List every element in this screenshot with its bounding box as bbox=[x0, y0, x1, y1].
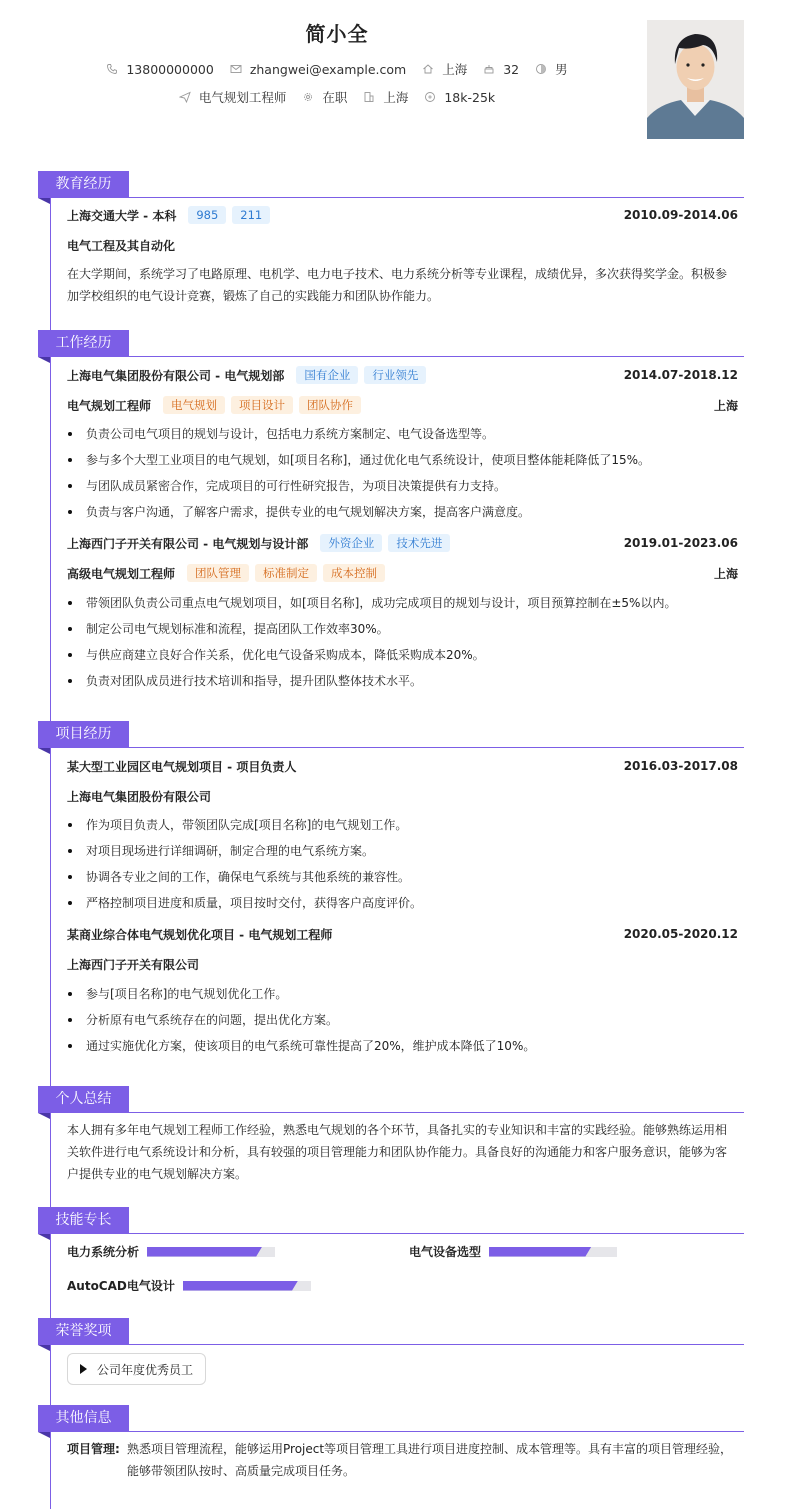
company-tag: 国有企业 bbox=[296, 366, 358, 384]
project-company: 上海电气集团股份有限公司 bbox=[67, 789, 212, 804]
role-name: 电气规划工程师 bbox=[67, 398, 152, 413]
city-text: 上海 bbox=[383, 90, 409, 105]
project-name: 某大型工业园区电气规划项目 - 项目负责人 bbox=[67, 759, 297, 774]
skill-level-bar bbox=[183, 1281, 311, 1291]
section-divider bbox=[38, 1344, 744, 1345]
school-tag: 985 bbox=[188, 206, 226, 224]
cake-icon bbox=[483, 63, 495, 75]
work-section-header bbox=[38, 330, 744, 357]
project-row bbox=[67, 757, 738, 775]
list-item: 对项目现场进行详细调研，制定合理的电气系统方案。 bbox=[67, 838, 738, 864]
project-period: 2016.03-2017.08 bbox=[623, 759, 738, 773]
work-role-row bbox=[67, 396, 738, 414]
ribbon-fold bbox=[38, 357, 50, 363]
profile-photo bbox=[647, 20, 744, 139]
contact-row bbox=[0, 60, 674, 78]
building-icon bbox=[363, 91, 375, 103]
ribbon-fold bbox=[38, 748, 50, 754]
phone-icon bbox=[106, 63, 118, 75]
project-bullets bbox=[67, 812, 738, 916]
mail-icon bbox=[230, 63, 242, 75]
ribbon-fold bbox=[38, 1234, 50, 1240]
award-name: 公司年度优秀员工 bbox=[97, 1362, 194, 1377]
education-title: 教育经历 bbox=[38, 171, 129, 198]
list-item: 与团队成员紧密合作，完成项目的可行性研究报告，为项目决策提供有力支持。 bbox=[67, 473, 738, 499]
role-tag: 成本控制 bbox=[323, 564, 385, 582]
job-row bbox=[0, 88, 674, 106]
section-divider bbox=[38, 1431, 744, 1432]
caret-right-icon bbox=[80, 1364, 87, 1374]
project-bullets bbox=[67, 981, 738, 1059]
ribbon-fold bbox=[38, 1432, 50, 1438]
school-name: 上海交通大学 - 本科 bbox=[67, 208, 177, 223]
job-title-text: 电气规划工程师 bbox=[198, 90, 287, 105]
section-divider bbox=[38, 356, 744, 357]
list-item: 作为项目负责人，带领团队完成[项目名称]的电气规划工作。 bbox=[67, 812, 738, 838]
company-name: 上海西门子开关有限公司 - 电气规划与设计部 bbox=[67, 536, 309, 551]
company-name: 上海电气集团股份有限公司 - 电气规划部 bbox=[67, 368, 285, 383]
section-divider bbox=[38, 197, 744, 198]
ribbon-fold bbox=[38, 198, 50, 204]
job-title-info bbox=[179, 88, 287, 106]
work-location: 上海 bbox=[713, 398, 738, 413]
project-period: 2020.05-2020.12 bbox=[623, 927, 738, 941]
list-item: 与供应商建立良好合作关系，优化电气设备采购成本，降低采购成本20%。 bbox=[67, 642, 738, 668]
skills-title: 技能专长 bbox=[38, 1207, 129, 1234]
gear-icon bbox=[302, 91, 314, 103]
section-divider bbox=[38, 1112, 744, 1113]
candidate-name: 简小全 bbox=[305, 22, 369, 46]
education-major: 电气工程及其自动化 bbox=[67, 238, 176, 253]
salary-info bbox=[424, 90, 495, 105]
location-info bbox=[422, 60, 467, 78]
work-role-row bbox=[67, 564, 738, 582]
other-section-header bbox=[38, 1405, 744, 1432]
award-item[interactable] bbox=[67, 1353, 206, 1385]
role-tag: 团队管理 bbox=[187, 564, 249, 582]
age-text: 32 bbox=[503, 61, 520, 77]
user-icon bbox=[535, 63, 547, 75]
ribbon-fold bbox=[38, 1345, 50, 1351]
project-company: 上海西门子开关有限公司 bbox=[67, 957, 200, 972]
email-text: zhangwei@example.com bbox=[249, 61, 407, 77]
company-tag: 行业领先 bbox=[364, 366, 426, 384]
education-row bbox=[67, 206, 738, 224]
awards-title: 荣誉奖项 bbox=[38, 1318, 129, 1345]
list-item: 协调各专业之间的工作，确保电气系统与其他系统的兼容性。 bbox=[67, 864, 738, 890]
email-info bbox=[230, 62, 406, 77]
salary-text: 18k-25k bbox=[444, 89, 496, 105]
ribbon-fold bbox=[38, 1113, 50, 1119]
skill-item bbox=[67, 1277, 311, 1294]
gender-info bbox=[535, 60, 568, 78]
project-row bbox=[67, 925, 738, 943]
list-item: 负责公司电气项目的规划与设计，包括电力系统方案制定、电气设备选型等。 bbox=[67, 421, 738, 447]
list-item: 参与[项目名称]的电气规划优化工作。 bbox=[67, 981, 738, 1007]
skill-level-bar bbox=[147, 1247, 275, 1257]
gender-text: 男 bbox=[555, 62, 568, 77]
list-item: 负责与客户沟通，了解客户需求，提供专业的电气规划解决方案，提高客户满意度。 bbox=[67, 499, 738, 525]
role-tag: 电气规划 bbox=[163, 396, 225, 414]
list-item: 分析原有电气系统存在的问题，提出优化方案。 bbox=[67, 1007, 738, 1033]
work-bullets bbox=[67, 590, 738, 694]
company-tag: 技术先进 bbox=[388, 534, 450, 552]
send-icon bbox=[179, 91, 191, 103]
skills-section-header bbox=[38, 1207, 744, 1234]
role-tag: 标准制定 bbox=[255, 564, 317, 582]
awards-section-header bbox=[38, 1318, 744, 1345]
work-company-row bbox=[67, 366, 738, 384]
skill-name: 电力系统分析 bbox=[67, 1245, 140, 1259]
work-location: 上海 bbox=[713, 566, 738, 581]
list-item: 参与多个大型工业项目的电气规划，如[项目名称]，通过优化电气系统设计，使项目整体能耗降低了15%。 bbox=[67, 447, 738, 473]
projects-section-header bbox=[38, 721, 744, 748]
education-period: 2010.09-2014.06 bbox=[623, 208, 738, 222]
list-item: 制定公司电气规划标准和流程，提高团队工作效率30%。 bbox=[67, 616, 738, 642]
home-icon bbox=[422, 63, 434, 75]
summary-title: 个人总结 bbox=[38, 1086, 129, 1113]
phone-text: 13800000000 bbox=[126, 61, 214, 77]
skill-level-fill bbox=[489, 1247, 591, 1257]
list-item: 通过实施优化方案，使该项目的电气系统可靠性提高了20%，维护成本降低了10%。 bbox=[67, 1033, 738, 1059]
location-text: 上海 bbox=[442, 62, 468, 77]
other-label: 项目管理: bbox=[67, 1442, 120, 1456]
other-title: 其他信息 bbox=[38, 1405, 129, 1432]
projects-title: 项目经历 bbox=[38, 721, 129, 748]
skill-level-bar bbox=[489, 1247, 617, 1257]
work-period: 2019.01-2023.06 bbox=[623, 536, 738, 550]
timeline-line bbox=[50, 197, 51, 1509]
age-info bbox=[483, 62, 519, 77]
status-info bbox=[302, 88, 347, 106]
school-tag: 211 bbox=[232, 206, 270, 224]
city-info bbox=[363, 88, 408, 106]
skill-level-fill bbox=[183, 1281, 298, 1291]
salary-icon bbox=[424, 91, 436, 103]
work-bullets bbox=[67, 421, 738, 525]
skill-item bbox=[67, 1243, 275, 1260]
role-tag: 项目设计 bbox=[231, 396, 293, 414]
skill-name: 电气设备选型 bbox=[409, 1245, 482, 1259]
skill-name: AutoCAD电气设计 bbox=[67, 1279, 175, 1293]
company-tags bbox=[290, 366, 426, 384]
school-tags bbox=[182, 206, 270, 224]
summary-section-header bbox=[38, 1086, 744, 1113]
skill-item bbox=[409, 1243, 617, 1260]
section-divider bbox=[38, 747, 744, 748]
list-item: 严格控制项目进度和质量，项目按时交付，获得客户高度评价。 bbox=[67, 890, 738, 916]
other-info bbox=[67, 1438, 738, 1482]
role-name: 高级电气规划工程师 bbox=[67, 566, 176, 581]
section-divider bbox=[38, 1233, 744, 1234]
work-period: 2014.07-2018.12 bbox=[623, 368, 738, 382]
company-tags bbox=[314, 534, 450, 552]
other-text: 熟悉项目管理流程，能够运用Project等项目管理工具进行项目进度控制、成本管理等。具有丰富的项目管理经验，能够带领团队按时、高质量完成项目任务。 bbox=[127, 1442, 733, 1478]
summary-text: 本人拥有多年电气规划工程师工作经验，熟悉电气规划的各个环节，具备扎实的专业知识和丰富的实践经验。能够熟练运用相关软件进行电气系统设计和分析，具有较强的项目管理能力和团队协作能力。具备良好的沟通能力和客户服务意识，能够为客户提供专业的电气规划解决方案。 bbox=[67, 1123, 728, 1181]
role-tags bbox=[181, 564, 385, 582]
status-text: 在职 bbox=[322, 90, 348, 105]
phone-info bbox=[106, 62, 213, 77]
skill-level-fill bbox=[147, 1247, 262, 1257]
education-description: 在大学期间，系统学习了电路原理、电机学、电力电子技术、电力系统分析等专业课程，成绩优异，多次获得奖学金。积极参加学校组织的电气设计竞赛，锻炼了自己的实践能力和团队协作能力。 bbox=[67, 267, 728, 303]
work-title: 工作经历 bbox=[38, 330, 129, 357]
company-tag: 外资企业 bbox=[320, 534, 382, 552]
role-tags bbox=[157, 396, 361, 414]
role-tag: 团队协作 bbox=[299, 396, 361, 414]
list-item: 带领团队负责公司重点电气规划项目，如[项目名称]，成功完成项目的规划与设计，项目预算控制在±5%以内。 bbox=[67, 590, 738, 616]
work-company-row bbox=[67, 534, 738, 552]
education-section-header bbox=[38, 171, 744, 198]
project-name: 某商业综合体电气规划优化项目 - 电气规划工程师 bbox=[67, 927, 333, 942]
list-item: 负责对团队成员进行技术培训和指导，提升团队整体技术水平。 bbox=[67, 668, 738, 694]
